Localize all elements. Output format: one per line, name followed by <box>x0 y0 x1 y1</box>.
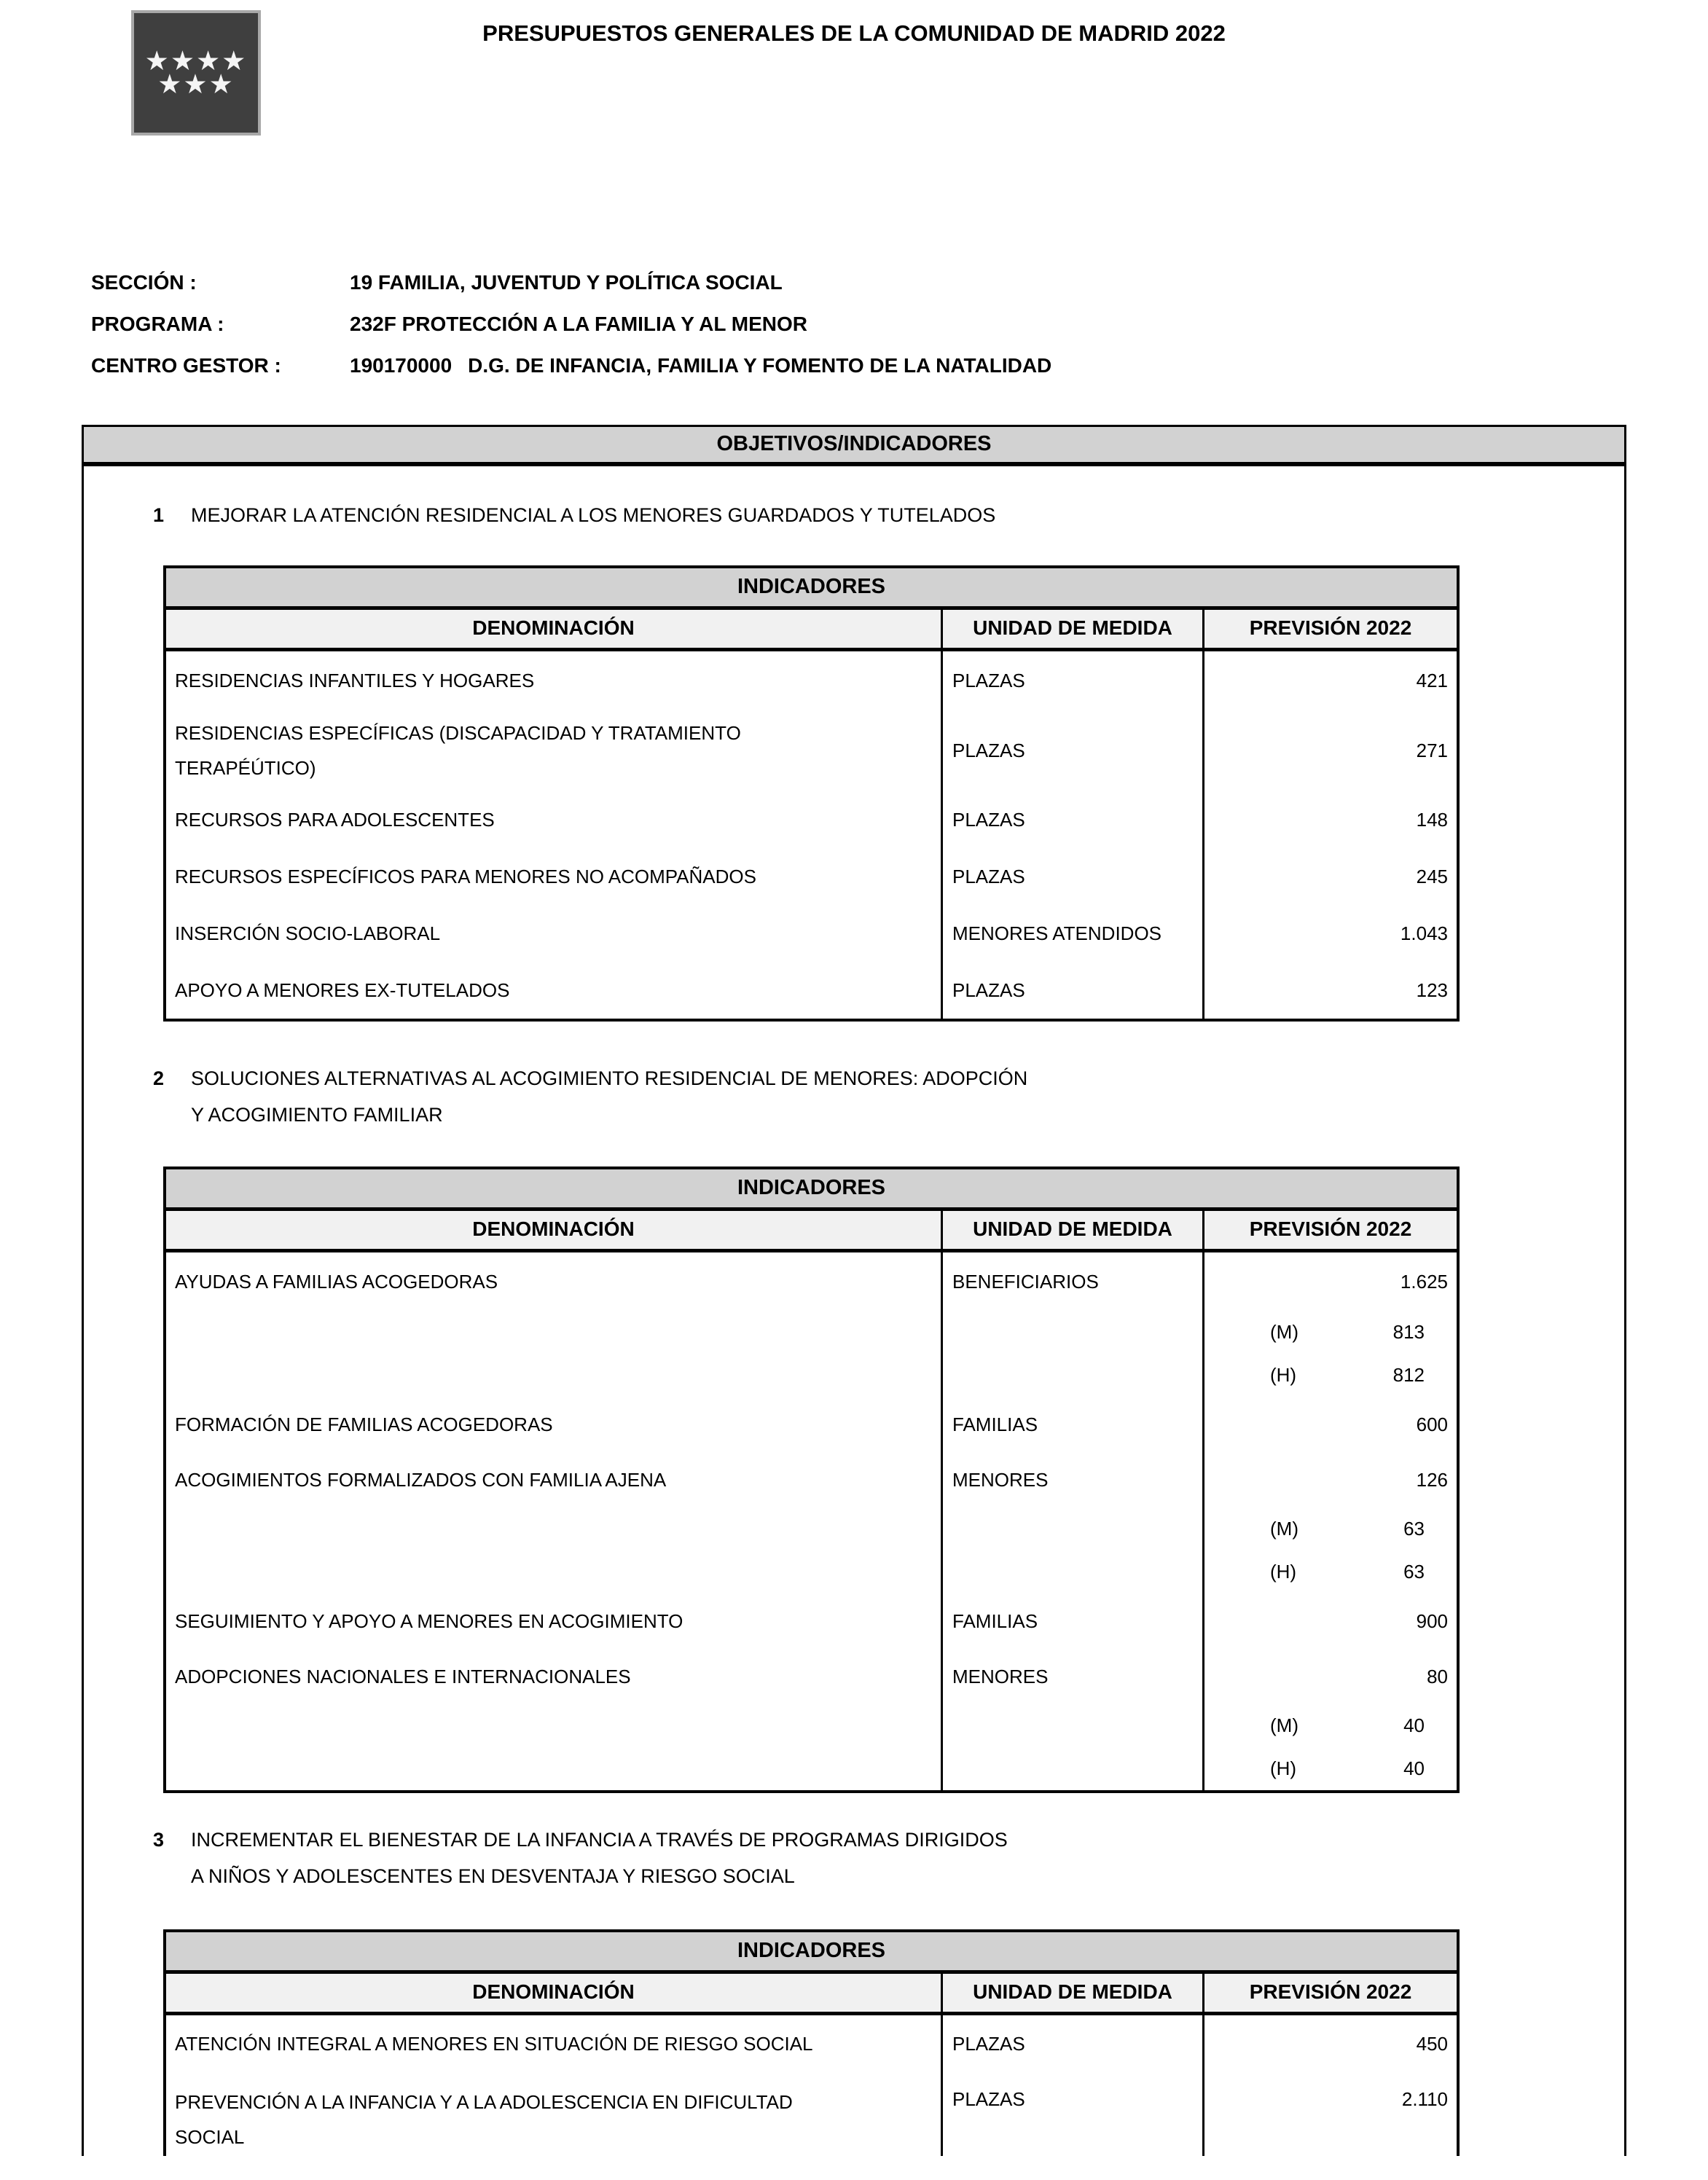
table-row <box>166 905 1457 962</box>
unit-text: PLAZAS <box>952 669 1025 691</box>
unit-text: MENORES <box>952 1665 1049 1687</box>
prevision-value: 63 <box>1403 1518 1425 1540</box>
prevision-cell <box>1202 1311 1457 1354</box>
unit-cell <box>941 791 1202 848</box>
denomination-cell <box>166 848 941 905</box>
empty-cell <box>166 1311 941 1354</box>
empty-cell <box>941 1747 1202 1790</box>
empty-cell <box>166 1354 941 1397</box>
denomination-line-1: RESIDENCIAS ESPECÍFICAS (DISCAPACIDAD Y TRATAMIENTO <box>175 722 741 744</box>
unit-cell <box>941 2072 1202 2156</box>
denomination-line-2: TERAPÉÚTICO) <box>175 757 316 779</box>
denomination-cell <box>166 710 941 791</box>
unit-text: PLAZAS <box>952 808 1025 831</box>
gender-label: (M) <box>1270 1321 1298 1343</box>
unit-text: FAMILIAS <box>952 1609 1038 1632</box>
denomination-text: APOYO A MENORES EX-TUTELADOS <box>175 979 510 1001</box>
unit-cell <box>941 905 1202 962</box>
indicators-table-3-header <box>166 1974 1457 2015</box>
centro-gestor-name: D.G. DE INFANCIA, FAMILIA Y FOMENTO DE LA NATALIDAD <box>468 354 1052 377</box>
denomination-cell <box>166 1593 941 1649</box>
seccion-value: 19 FAMILIA, JUVENTUD Y POLÍTICA SOCIAL <box>350 271 783 294</box>
unit-cell <box>941 651 1202 710</box>
denomination-text: FORMACIÓN DE FAMILIAS ACOGEDORAS <box>175 1413 553 1435</box>
objective-2-number: 2 <box>153 1067 165 1089</box>
denomination-cell <box>166 2015 941 2072</box>
gender-label: (M) <box>1270 1518 1298 1540</box>
empty-cell <box>941 1354 1202 1397</box>
prevision-cell <box>1202 1550 1457 1593</box>
indicators-table-1-header <box>166 610 1457 651</box>
denomination-line-1: PREVENCIÓN A LA INFANCIA Y A LA ADOLESCENCIA EN DIFICULTAD <box>175 2091 793 2113</box>
table-row <box>166 651 1457 710</box>
prevision-cell <box>1202 1649 1457 1704</box>
prevision-cell <box>1202 1704 1457 1747</box>
denomination-text <box>175 2085 793 2154</box>
indicators-table-2-title: INDICADORES <box>166 1169 1457 1211</box>
col-header-unidad-de-medida: UNIDAD DE MEDIDA <box>941 1974 1202 2012</box>
prevision-cell <box>1202 905 1457 962</box>
col-header-unidad-de-medida: UNIDAD DE MEDIDA <box>941 610 1202 648</box>
indicators-table-2 <box>163 1167 1460 1793</box>
table-row <box>166 1252 1457 1311</box>
unit-cell <box>941 962 1202 1019</box>
gender-label: (H) <box>1270 1364 1297 1386</box>
objective-3-line-2: A NIÑOS Y ADOLESCENTES EN DESVENTAJA Y RIESGO SOCIAL <box>191 1865 795 1887</box>
indicators-table-3-title: INDICADORES <box>166 1932 1457 1974</box>
denomination-cell <box>166 905 941 962</box>
programa-label: PROGRAMA : <box>91 313 224 335</box>
table-subrow <box>166 1747 1457 1790</box>
empty-cell <box>166 1747 941 1790</box>
prevision-value: 600 <box>1416 1413 1448 1435</box>
col-header-prevision-2022: PREVISIÓN 2022 <box>1202 1211 1457 1249</box>
prevision-value: 271 <box>1416 739 1448 761</box>
prevision-value: 40 <box>1403 1757 1425 1779</box>
empty-cell <box>166 1507 941 1550</box>
programa-value: 232F PROTECCIÓN A LA FAMILIA Y AL MENOR <box>350 313 807 335</box>
prevision-value: 450 <box>1416 2032 1448 2055</box>
prevision-cell <box>1202 710 1457 791</box>
table-subrow <box>166 1311 1457 1354</box>
col-header-denominacion: DENOMINACIÓN <box>472 1980 635 2003</box>
table-row <box>166 2015 1457 2072</box>
indicators-table-3 <box>163 1929 1460 2156</box>
unit-cell <box>941 1649 1202 1704</box>
seccion-row <box>91 270 783 295</box>
empty-cell <box>941 1704 1202 1747</box>
denomination-text: AYUDAS A FAMILIAS ACOGEDORAS <box>175 1270 498 1293</box>
objective-2-line-2: Y ACOGIMIENTO FAMILIAR <box>191 1104 443 1126</box>
prevision-value: 126 <box>1416 1468 1448 1491</box>
indicators-table-3-body <box>166 2015 1457 2156</box>
table-row <box>166 848 1457 905</box>
unit-text: PLAZAS <box>952 979 1025 1001</box>
unit-text: MENORES <box>952 1468 1049 1491</box>
denomination-cell <box>166 1649 941 1704</box>
prevision-cell <box>1202 2015 1457 2072</box>
centro-gestor-code: 190170000 <box>350 354 453 377</box>
unit-text: PLAZAS <box>952 2032 1025 2055</box>
objective-3 <box>153 1822 1284 1894</box>
prevision-value: 245 <box>1416 865 1448 887</box>
unit-cell <box>941 1593 1202 1649</box>
centro-gestor-row <box>91 353 1051 378</box>
table-subrow <box>166 1704 1457 1747</box>
unit-cell <box>941 1252 1202 1311</box>
prevision-cell <box>1202 651 1457 710</box>
prevision-value: 1.625 <box>1400 1270 1448 1293</box>
indicators-table-1 <box>163 565 1460 1022</box>
table-row <box>166 1593 1457 1649</box>
objective-3-number: 3 <box>153 1829 165 1851</box>
denomination-cell <box>166 962 941 1019</box>
unit-text: MENORES ATENDIDOS <box>952 922 1162 944</box>
indicators-table-1-title: INDICADORES <box>166 568 1457 610</box>
prevision-value: 421 <box>1416 669 1448 691</box>
empty-cell <box>166 1550 941 1593</box>
flag-stars-top-icon: ★★★★ <box>144 45 248 77</box>
seccion-label: SECCIÓN : <box>91 271 197 294</box>
prevision-value: 40 <box>1403 1714 1425 1736</box>
table-row <box>166 2072 1457 2156</box>
unit-cell <box>941 2015 1202 2072</box>
indicators-table-1-body <box>166 651 1457 1019</box>
prevision-value: 2.110 <box>1401 2088 1448 2110</box>
prevision-cell <box>1202 1354 1457 1397</box>
prevision-cell <box>1202 1507 1457 1550</box>
denomination-cell <box>166 2072 941 2156</box>
unit-text: PLAZAS <box>952 865 1025 887</box>
indicators-table-2-body <box>166 1252 1457 1790</box>
programa-row <box>91 312 807 337</box>
unit-cell <box>941 1452 1202 1507</box>
objective-2-line-1: SOLUCIONES ALTERNATIVAS AL ACOGIMIENTO RESIDENCIAL DE MENORES: ADOPCIÓN <box>191 1067 1028 1089</box>
prevision-cell <box>1202 1252 1457 1311</box>
denomination-text: RECURSOS PARA ADOLESCENTES <box>175 808 495 831</box>
empty-cell <box>166 1704 941 1747</box>
prevision-cell <box>1202 962 1457 1019</box>
objective-1-text: MEJORAR LA ATENCIÓN RESIDENCIAL A LOS MENORES GUARDADOS Y TUTELADOS <box>191 504 996 526</box>
col-header-denominacion: DENOMINACIÓN <box>472 1218 635 1240</box>
prevision-cell <box>1202 848 1457 905</box>
gender-label: (H) <box>1270 1757 1297 1779</box>
empty-cell <box>941 1550 1202 1593</box>
denomination-cell <box>166 1397 941 1452</box>
centro-gestor-label: CENTRO GESTOR : <box>91 354 281 377</box>
denomination-text: ATENCIÓN INTEGRAL A MENORES EN SITUACIÓN DE RIESGO SOCIAL <box>175 2032 813 2055</box>
empty-cell <box>941 1311 1202 1354</box>
empty-cell <box>941 1507 1202 1550</box>
flag-stars-bottom-icon: ★★★ <box>157 68 235 100</box>
page-title: PRESUPUESTOS GENERALES DE LA COMUNIDAD DE MADRID 2022 <box>482 20 1226 46</box>
gender-label: (M) <box>1270 1714 1298 1736</box>
denomination-text: RESIDENCIAS INFANTILES Y HOGARES <box>175 669 535 691</box>
prevision-cell <box>1202 791 1457 848</box>
prevision-value: 813 <box>1392 1321 1425 1343</box>
denomination-text <box>175 715 741 785</box>
objective-2-text <box>191 1060 1284 1133</box>
table-subrow <box>166 1354 1457 1397</box>
col-header-prevision-2022: PREVISIÓN 2022 <box>1202 1974 1457 2012</box>
denomination-text: SEGUIMIENTO Y APOYO A MENORES EN ACOGIMIENTO <box>175 1609 683 1632</box>
prevision-value: 80 <box>1427 1665 1448 1687</box>
prevision-value: 812 <box>1392 1364 1425 1386</box>
unit-cell <box>941 710 1202 791</box>
unit-cell <box>941 848 1202 905</box>
objective-3-text <box>191 1822 1284 1894</box>
unit-text: PLAZAS <box>952 2088 1025 2110</box>
table-subrow <box>166 1550 1457 1593</box>
objective-1-number: 1 <box>153 504 165 526</box>
prevision-cell <box>1202 1593 1457 1649</box>
col-header-denominacion: DENOMINACIÓN <box>472 616 635 639</box>
table-row <box>166 710 1457 791</box>
col-header-unidad-de-medida: UNIDAD DE MEDIDA <box>941 1211 1202 1249</box>
indicators-table-2-header <box>166 1211 1457 1252</box>
prevision-value: 63 <box>1403 1561 1425 1583</box>
prevision-cell <box>1202 1747 1457 1790</box>
col-header-prevision-2022: PREVISIÓN 2022 <box>1202 610 1457 648</box>
objective-3-line-1: INCREMENTAR EL BIENESTAR DE LA INFANCIA A TRAVÉS DE PROGRAMAS DIRIGIDOS <box>191 1829 1008 1851</box>
table-row <box>166 1397 1457 1452</box>
gender-label: (H) <box>1270 1561 1297 1583</box>
prevision-value: 123 <box>1416 979 1448 1001</box>
denomination-text: INSERCIÓN SOCIO-LABORAL <box>175 922 441 944</box>
denomination-cell <box>166 1452 941 1507</box>
denomination-text: RECURSOS ESPECÍFICOS PARA MENORES NO ACOMPAÑADOS <box>175 865 756 887</box>
denomination-text: ADOPCIONES NACIONALES E INTERNACIONALES <box>175 1665 631 1687</box>
denomination-line-2: SOCIAL <box>175 2126 245 2148</box>
denomination-cell <box>166 791 941 848</box>
unit-cell <box>941 1397 1202 1452</box>
prevision-cell <box>1202 2072 1457 2156</box>
table-subrow <box>166 1507 1457 1550</box>
objectives-container <box>82 466 1626 2156</box>
table-row <box>166 1452 1457 1507</box>
unit-text: FAMILIAS <box>952 1413 1038 1435</box>
objective-1 <box>153 497 1284 533</box>
table-row <box>166 962 1457 1019</box>
denomination-cell <box>166 1252 941 1311</box>
prevision-cell <box>1202 1452 1457 1507</box>
table-row <box>166 1649 1457 1704</box>
prevision-value: 1.043 <box>1400 922 1448 944</box>
prevision-value: 900 <box>1416 1609 1448 1632</box>
denomination-text: ACOGIMIENTOS FORMALIZADOS CON FAMILIA AJENA <box>175 1468 667 1491</box>
objetivos-indicadores-bar: OBJETIVOS/INDICADORES <box>82 425 1626 466</box>
prevision-cell <box>1202 1397 1457 1452</box>
table-row <box>166 791 1457 848</box>
prevision-value: 148 <box>1416 808 1448 831</box>
denomination-cell <box>166 651 941 710</box>
unit-text: PLAZAS <box>952 739 1025 761</box>
objective-2 <box>153 1060 1284 1133</box>
unit-text: BENEFICIARIOS <box>952 1270 1099 1293</box>
